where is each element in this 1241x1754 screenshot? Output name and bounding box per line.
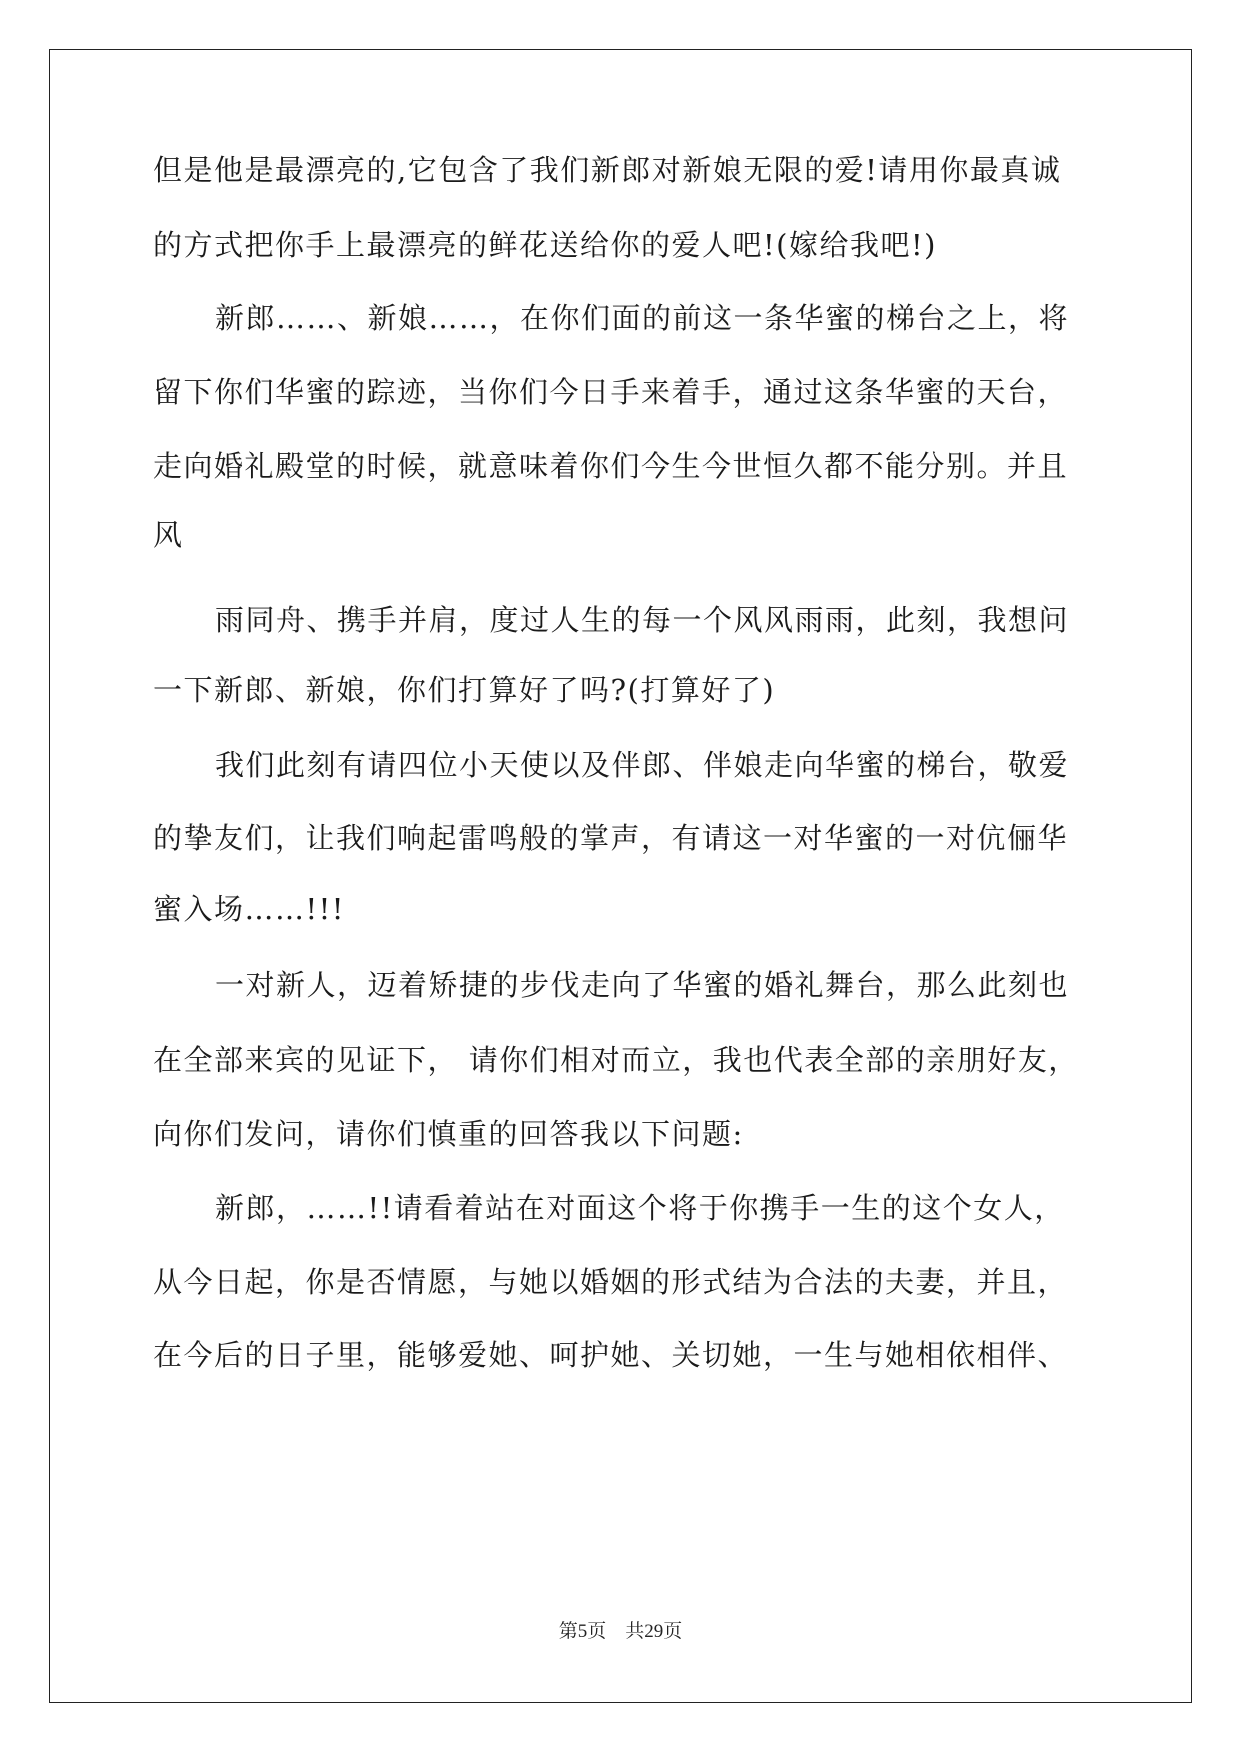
text-line: 一对新人，迈着矫捷的步伐走向了华蜜的婚礼舞台，那么此刻也 (215, 968, 1070, 1002)
text-line: 我们此刻有请四位小天使以及伴郎、伴娘走向华蜜的梯台，敬爱 (215, 748, 1070, 782)
text-line: 留下你们华蜜的踪迹，当你们今日手来着手，通过这条华蜜的天台， (153, 375, 1069, 409)
text-line: 新郎，……!!请看着站在对面这个将于你携手一生的这个女人， (215, 1191, 1065, 1225)
page-number: 第5页 共29页 (558, 1621, 683, 1642)
page-footer (0, 1616, 1241, 1643)
text-line: 雨同舟、携手并肩，度过人生的每一个风风雨雨，此刻，我想问 (215, 603, 1070, 637)
text-line: 风 (153, 518, 184, 552)
text-line: 走向婚礼殿堂的时候，就意味着你们今生今世恒久都不能分别。并且 (153, 449, 1069, 483)
text-line: 在全部来宾的见证下， 请你们相对而立，我也代表全部的亲朋好友， (153, 1043, 1079, 1077)
text-line: 的方式把你手上最漂亮的鲜花送给你的爱人吧!(嫁给我吧!) (153, 228, 937, 262)
text-line: 的挚友们，让我们响起雷鸣般的掌声，有请这一对华蜜的一对伉俪华 (153, 821, 1069, 855)
text-line: 在今后的日子里，能够爱她、呵护她、关切她，一生与她相依相伴、 (153, 1338, 1069, 1372)
text-line: 从今日起，你是否情愿，与她以婚姻的形式结为合法的夫妻，并且， (153, 1265, 1069, 1299)
text-line: 但是他是最漂亮的,它包含了我们新郎对新娘无限的爱!请用你最真诚 (153, 153, 1062, 187)
text-line: 向你们发问，请你们慎重的回答我以下问题: (153, 1117, 744, 1151)
text-line: 一下新郎、新娘，你们打算好了吗?(打算好了) (153, 673, 776, 707)
text-line: 蜜入场……!!! (153, 892, 345, 926)
text-line: 新郎……、新娘……，在你们面的前这一条华蜜的梯台之上，将 (215, 301, 1070, 335)
